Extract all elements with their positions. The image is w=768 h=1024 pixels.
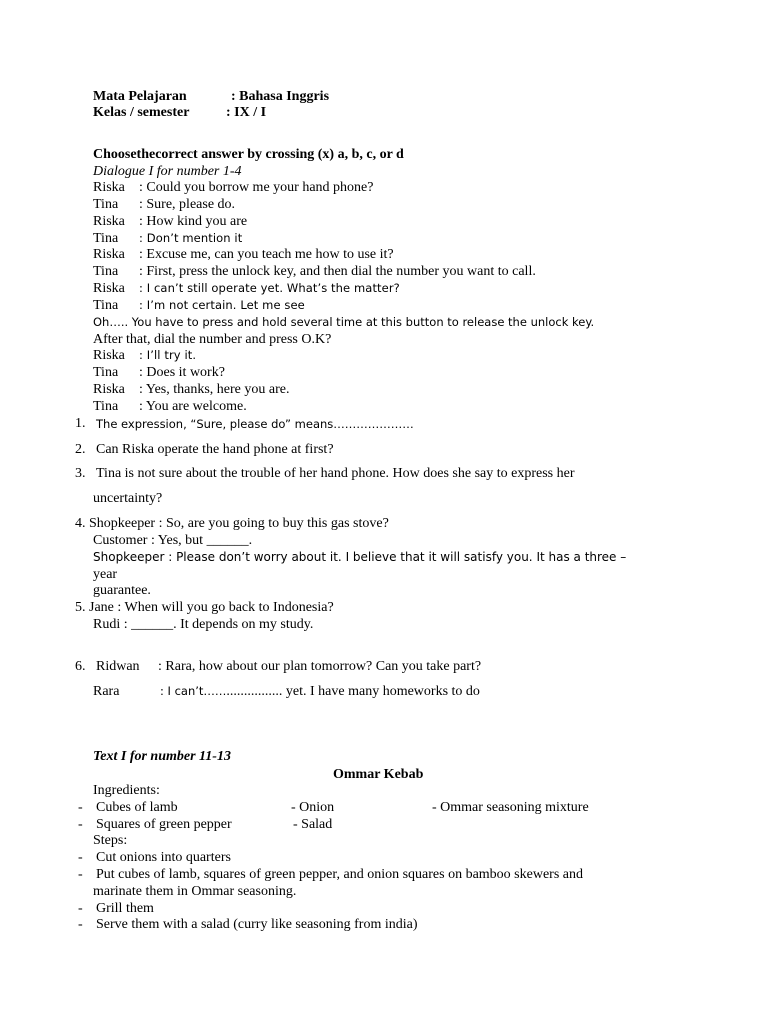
bullet-dash: - bbox=[78, 850, 83, 865]
dialogue-line: Tina : First, press the unlock key, and then dial the number you want to call. bbox=[93, 264, 536, 279]
bullet-dash: - bbox=[78, 901, 83, 916]
step-item: marinate them in Ommar seasoning. bbox=[93, 884, 297, 899]
question-number: 1. bbox=[75, 416, 86, 431]
dialogue-heading: Dialogue I for number 1-4 bbox=[93, 164, 242, 179]
bullet-dash: - bbox=[78, 817, 83, 832]
question-text: : Rara, how about our plan tomorrow? Can you take part? bbox=[158, 659, 482, 674]
dialogue-line: Tina : Does it work? bbox=[93, 365, 225, 380]
ingredient-item: - Ommar seasoning mixture bbox=[432, 800, 589, 815]
step-item: Serve them with a salad (curry like seasoning from india) bbox=[96, 917, 418, 932]
subject-label: Mata Pelajaran bbox=[93, 89, 187, 104]
dialogue-line: Tina : Don’t mention it bbox=[93, 231, 243, 246]
ingredient-item: Cubes of lamb bbox=[96, 800, 178, 815]
steps-label: Steps: bbox=[93, 833, 128, 848]
dialogue-line: Riska : I’ll try it. bbox=[93, 348, 197, 363]
dialogue-line: Riska : Yes, thanks, here you are. bbox=[93, 382, 290, 397]
step-item: Grill them bbox=[96, 901, 154, 916]
question-text: Rudi : ______. It depends on my study. bbox=[93, 617, 314, 632]
question-number: 3. bbox=[75, 466, 86, 481]
instruction: Choosethecorrect answer by crossing (x) a, b, c, or d bbox=[93, 147, 404, 162]
question-text: year bbox=[93, 567, 118, 582]
ingredient-item: Squares of green pepper bbox=[96, 817, 232, 832]
dialogue-line: Riska : Excuse me, can you teach me how to use it? bbox=[93, 247, 394, 262]
question-number: 2. bbox=[75, 442, 86, 457]
dialogue-line: Riska : Could you borrow me your hand phone? bbox=[93, 180, 374, 195]
question-text: Shopkeeper : Please don’t worry about it. I believe that it will satisfy you. It has a three – bbox=[93, 550, 627, 564]
step-item: Put cubes of lamb, squares of green pepper, and onion squares on bamboo skewers and bbox=[96, 867, 583, 882]
dialogue-line: Tina : Sure, please do. bbox=[93, 197, 236, 212]
bullet-dash: - bbox=[78, 917, 83, 932]
step-item: Cut onions into quarters bbox=[96, 850, 231, 865]
dialogue-continuation: Oh….. You have to press and hold several time at this button to release the unlock key. bbox=[93, 315, 595, 329]
class-value: : IX / I bbox=[226, 105, 267, 120]
question-text: : I can’t……................ yet. I have many homeworks to do bbox=[160, 684, 480, 699]
question-text: guarantee. bbox=[93, 583, 151, 598]
ingredient-item: - Onion bbox=[291, 800, 335, 815]
subject-value: : Bahasa Inggris bbox=[231, 89, 330, 104]
dialogue-continuation: After that, dial the number and press O.K? bbox=[93, 332, 332, 347]
ingredients-label: Ingredients: bbox=[93, 783, 160, 798]
question-text: Tina is not sure about the trouble of her hand phone. How does she say to express her bbox=[96, 466, 575, 481]
dialogue-line: Riska : How kind you are bbox=[93, 214, 248, 229]
question-text: The expression, “Sure, please do” means………………… bbox=[96, 417, 414, 431]
question-number: 6. bbox=[75, 659, 86, 674]
class-label: Kelas / semester bbox=[93, 105, 190, 120]
text-heading: Text I for number 11-13 bbox=[93, 749, 231, 764]
question-text: 5. Jane : When will you go back to Indonesia? bbox=[75, 600, 334, 615]
bullet-dash: - bbox=[78, 867, 83, 882]
question-text: uncertainty? bbox=[93, 491, 163, 506]
question-text: 4. Shopkeeper : So, are you going to buy this gas stove? bbox=[75, 516, 389, 531]
dialogue-line: Tina : I’m not certain. Let me see bbox=[93, 298, 305, 313]
dialogue-speaker: Ridwan bbox=[96, 659, 140, 674]
ingredient-item: - Salad bbox=[293, 817, 333, 832]
question-text: Customer : Yes, but ______. bbox=[93, 533, 253, 548]
dialogue-line: Tina : You are welcome. bbox=[93, 399, 247, 414]
bullet-dash: - bbox=[78, 800, 83, 815]
question-text: Can Riska operate the hand phone at first? bbox=[96, 442, 334, 457]
dialogue-line: Riska : I can’t still operate yet. What’s the matter? bbox=[93, 281, 400, 296]
recipe-title: Ommar Kebab bbox=[333, 767, 424, 782]
dialogue-speaker: Rara bbox=[93, 684, 120, 699]
